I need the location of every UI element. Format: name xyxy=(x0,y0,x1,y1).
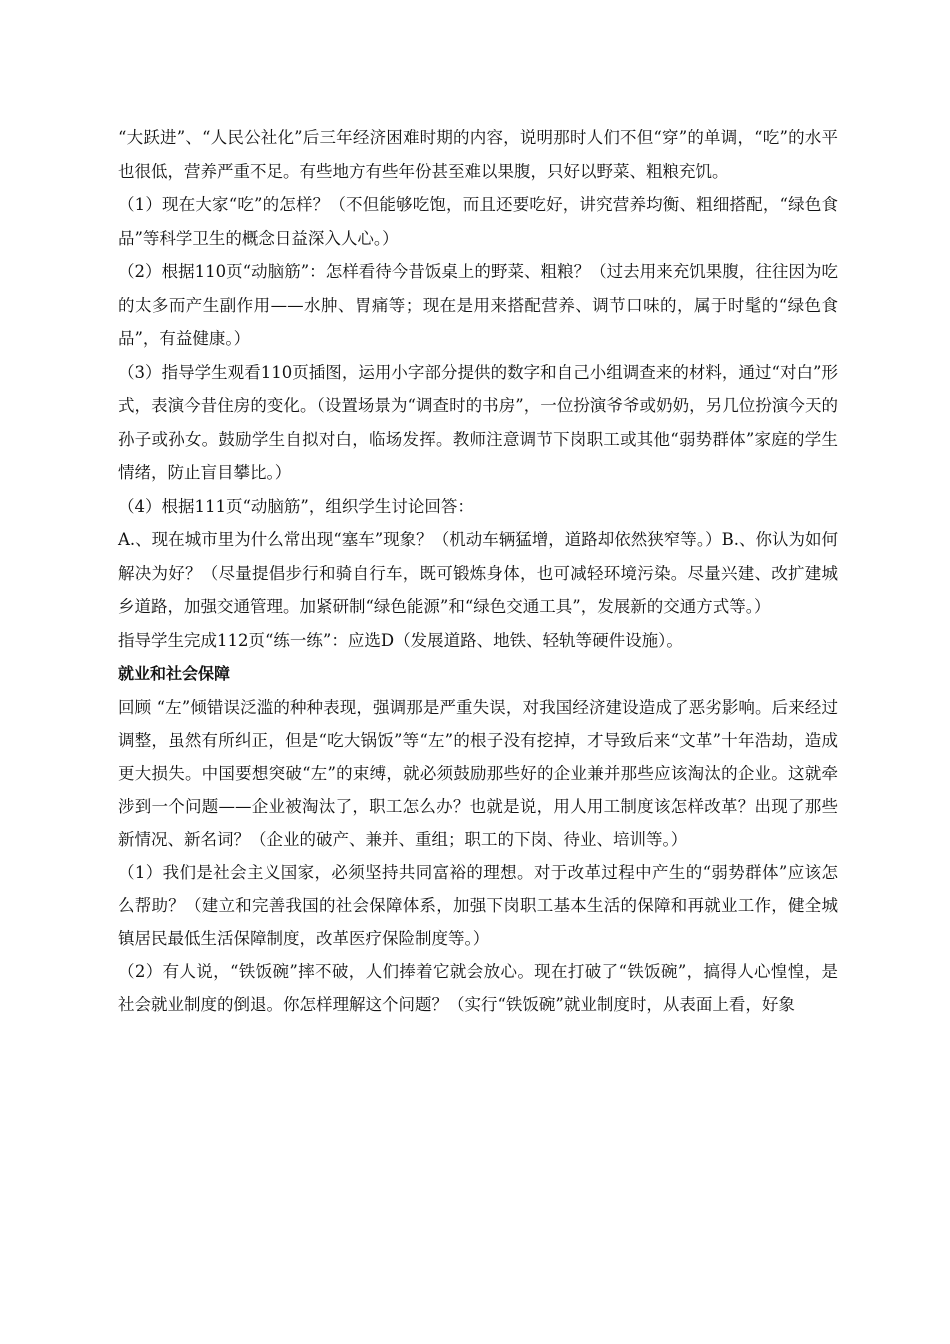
question-2-wild-vegetables: （2）根据110页“动脑筋”：怎样看待今昔饭桌上的野菜、粗粮？（过去用来充饥果腹，往往因为吃的太多而产生副作用——水肿、胃痛等；现在是用来搭配营养、调节口味的，属于时髦的“绿色食品”，有益健康。） xyxy=(118,262,838,348)
traffic-answers: A.、现在城市里为什么常出现“塞车”现象？（机动车辆猛增，道路却依然狭窄等。）B.、你认为如何解决为好？（尽量提倡步行和骑自行车，既可锻炼身体，也可减轻环境污染。尽量兴建、改扩建城乡道路，加强交通管理。加紧研制“绿色能源”和“绿色交通工具”，发展新的交通方式等。） xyxy=(118,530,838,616)
employment-review: 回顾 “左”倾错误泛滥的种种表现，强调那是严重失误，对我国经济建设造成了恶劣影响。后来经过调整，虽然有所纠正，但是“吃大锅饭”等“左”的根子没有挖掉，才导致后来“文革”十年浩劫，造成更大损失。中国要想突破“左”的束缚，就必须鼓励那些好的企业兼并那些应该淘汰的企业。这就牵涉到一个问题——企业被淘汰了，职工怎么办？也就是说，用人用工制度该怎样改革？出现了那些新情况、新名词？（企业的破产、兼并、重组；职工的下岗、待业、培训等。） xyxy=(118,697,838,849)
employment-question-1: （1）我们是社会主义国家，必须坚持共同富裕的理想。对于改革过程中产生的“弱势群体”应该怎么帮助？（建立和完善我国的社会保障体系，加强下岗职工基本生活的保障和再就业工作，健全城镇居民最低生活保障制度，改革医疗保险制度等。） xyxy=(118,862,838,948)
question-1-eat: （1）现在大家“吃”的怎样？（不但能够吃饱，而且还要吃好，讲究营养均衡、粗细搭配，“绿色食品”等科学卫生的概念日益深入人心。） xyxy=(118,195,838,248)
question-4-discussion: （4）根据111页“动脑筋”，组织学生讨论回答： xyxy=(118,496,474,516)
practice-instruction: 指导学生完成112页“练一练”：应选D（发展道路、地铁、轻轨等硬件设施）。 xyxy=(118,630,683,650)
paragraph-intro: “大跃进”、“人民公社化”后三年经济困难时期的内容，说明那时人们不但“穿”的单调，“吃”的水平也很低，营养严重不足。有些地方有些年份甚至难以果腹，只好以野菜、粗粮充饥。 xyxy=(118,128,838,181)
employment-question-2: （2）有人说，“铁饭碗”摔不破，人们捧着它就会放心。现在打破了“铁饭碗”，搞得人心惶惶，是社会就业制度的倒退。你怎样理解这个问题？（实行“铁饭碗”就业制度时，从表面上看，好象 xyxy=(118,961,838,1014)
section-heading: 就业和社会保障 xyxy=(118,664,231,683)
question-3-housing: （3）指导学生观看110页插图，运用小字部分提供的数字和自己小组调查来的材料，通过“对白”形式，表演今昔住房的变化。（设置场景为“调查时的书房”，一位扮演爷爷或奶奶，另几位扮演今天的孙子或孙女。鼓励学生自拟对白，临场发挥。教师注意调节下岗职工或其他“弱势群体”家庭的学生情绪，防止盲目攀比。） xyxy=(118,362,838,482)
